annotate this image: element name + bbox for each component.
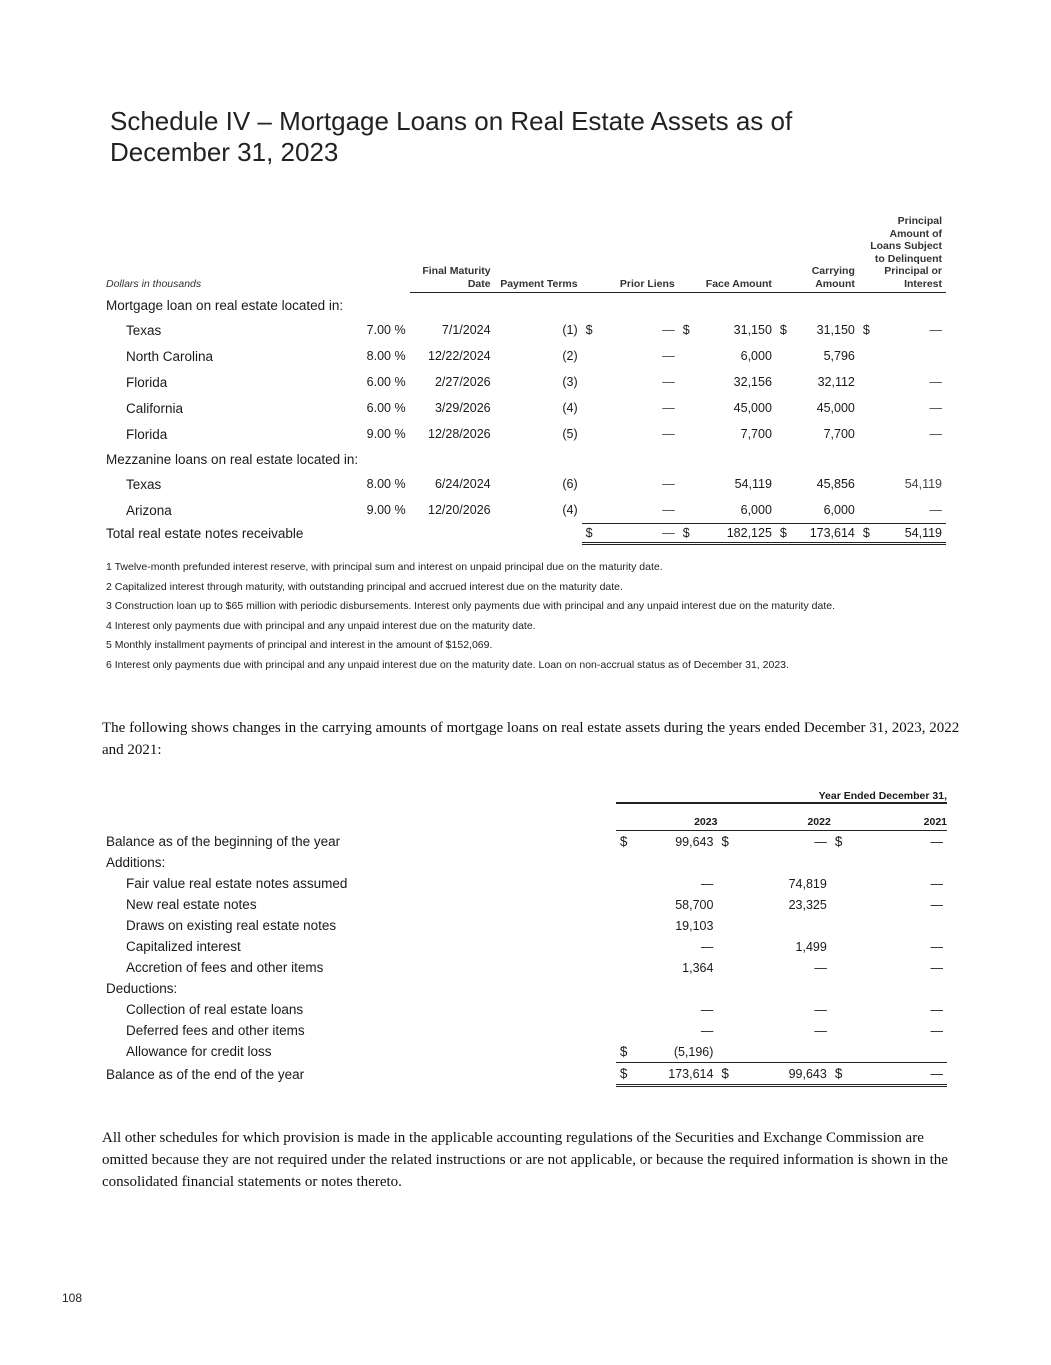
total-currency: $ bbox=[582, 524, 600, 544]
value-2021 bbox=[849, 852, 947, 873]
final-maturity-date: 12/20/2026 bbox=[428, 503, 491, 518]
final-maturity-date: 2/27/2026 bbox=[434, 375, 491, 389]
loan-location: Florida bbox=[126, 374, 168, 390]
currency-symbol: $ bbox=[682, 323, 690, 337]
currency-symbol: $ bbox=[779, 323, 787, 337]
value-2022: — bbox=[814, 1002, 827, 1017]
currency-symbol: $ bbox=[619, 834, 628, 849]
principal-delinquent bbox=[877, 343, 946, 369]
currency-symbol: $ bbox=[831, 1063, 849, 1086]
currency-symbol bbox=[776, 343, 794, 369]
currency-symbol bbox=[717, 978, 735, 999]
row-label: Deferred fees and other items bbox=[126, 1023, 305, 1038]
face-amount: 31,150 bbox=[733, 323, 772, 337]
interest-rate: 6.00 % bbox=[366, 375, 406, 389]
header-payment-terms: Payment Terms bbox=[495, 215, 582, 293]
value-2023: — bbox=[700, 939, 714, 954]
prior-liens: — bbox=[662, 477, 675, 491]
total-currency: $ bbox=[776, 524, 794, 544]
currency-symbol bbox=[831, 957, 849, 978]
currency-symbol bbox=[679, 395, 697, 421]
changes-row bbox=[106, 999, 947, 1020]
value-2021: — bbox=[930, 876, 943, 891]
value-2022 bbox=[735, 852, 830, 873]
currency-symbol bbox=[582, 471, 600, 497]
loan-row bbox=[106, 317, 946, 343]
row-label: Additions: bbox=[106, 855, 166, 870]
currency-symbol bbox=[831, 1041, 849, 1063]
value-2021: — bbox=[930, 1023, 943, 1038]
prior-liens: — bbox=[662, 323, 675, 337]
changes-row bbox=[106, 978, 947, 999]
principal-delinquent: — bbox=[929, 503, 942, 517]
changes-row bbox=[106, 852, 947, 873]
section-mortgage-loans: Mortgage loan on real estate located in: bbox=[106, 297, 344, 313]
face-amount: 54,119 bbox=[734, 477, 772, 491]
value-2022: — bbox=[814, 960, 827, 975]
prior-liens: — bbox=[662, 401, 675, 415]
value-2021: — bbox=[930, 1002, 943, 1017]
currency-symbol bbox=[717, 1041, 735, 1063]
carrying-amount: 7,700 bbox=[823, 427, 855, 441]
currency-symbol bbox=[717, 894, 735, 915]
year-2022-header: 2022 bbox=[717, 803, 830, 831]
value-2023: 173,614 bbox=[634, 1063, 718, 1086]
prior-liens: — bbox=[662, 503, 675, 517]
currency-symbol bbox=[616, 999, 634, 1020]
changes-table bbox=[106, 786, 947, 1087]
changes-row bbox=[106, 1041, 947, 1063]
value-2022 bbox=[735, 915, 830, 936]
prior-liens: — bbox=[662, 427, 675, 441]
row-label: Accretion of fees and other items bbox=[126, 960, 324, 975]
changes-row bbox=[106, 873, 947, 894]
value-2022: — bbox=[814, 1023, 827, 1038]
currency-symbol: $ bbox=[834, 834, 843, 849]
currency-symbol bbox=[776, 421, 794, 447]
currency-symbol bbox=[831, 1020, 849, 1041]
value-2021 bbox=[849, 1041, 947, 1063]
value-2023: — bbox=[700, 1023, 714, 1038]
currency-symbol bbox=[831, 999, 849, 1020]
principal-delinquent: — bbox=[929, 375, 942, 389]
currency-symbol bbox=[776, 369, 794, 395]
loan-location: Arizona bbox=[126, 502, 172, 518]
currency-symbol bbox=[831, 978, 849, 999]
currency-symbol bbox=[776, 471, 794, 497]
payment-terms: (4) bbox=[562, 401, 578, 415]
currency-symbol bbox=[717, 873, 735, 894]
carrying-amount: 31,150 bbox=[816, 323, 855, 337]
total-principal-delinquent: 54,119 bbox=[877, 524, 946, 544]
currency-symbol: $ bbox=[862, 323, 870, 337]
value-2023: — bbox=[700, 1002, 714, 1017]
value-2022: — bbox=[814, 834, 827, 849]
header-carrying-amount: Carrying Amount bbox=[776, 215, 859, 293]
currency-symbol bbox=[776, 395, 794, 421]
currency-symbol: $ bbox=[616, 1063, 634, 1086]
payment-terms: (3) bbox=[562, 375, 578, 389]
currency-symbol bbox=[859, 369, 877, 395]
currency-symbol bbox=[859, 421, 877, 447]
value-2022: 1,499 bbox=[795, 939, 827, 954]
header-face-amount: Face Amount bbox=[679, 215, 776, 293]
row-label: Draws on existing real estate notes bbox=[126, 918, 337, 933]
currency-symbol bbox=[679, 421, 697, 447]
changes-row bbox=[106, 957, 947, 978]
payment-terms: (2) bbox=[562, 349, 578, 363]
value-2022: 99,643 bbox=[735, 1063, 830, 1086]
face-amount: 45,000 bbox=[733, 401, 772, 415]
value-2021: — bbox=[930, 897, 943, 912]
value-2023 bbox=[634, 978, 718, 999]
value-2023: 1,364 bbox=[682, 960, 714, 975]
face-amount: 6,000 bbox=[740, 503, 772, 517]
final-maturity-date: 12/28/2026 bbox=[428, 427, 491, 441]
currency-symbol bbox=[679, 497, 697, 524]
value-2021: — bbox=[930, 960, 943, 975]
loan-location: Texas bbox=[126, 322, 162, 338]
footnote: 4 Interest only payments due with principal and any unpaid interest due on the maturity date. bbox=[106, 619, 536, 632]
carrying-amount: 32,112 bbox=[817, 375, 855, 389]
currency-symbol bbox=[679, 343, 697, 369]
final-maturity-date: 12/22/2024 bbox=[428, 349, 491, 363]
units-label: Dollars in thousands bbox=[106, 278, 202, 290]
interest-rate: 8.00 % bbox=[366, 477, 406, 491]
loan-row bbox=[106, 497, 946, 524]
value-2021: — bbox=[849, 1063, 947, 1086]
year-header-row bbox=[106, 803, 947, 831]
changes-row bbox=[106, 915, 947, 936]
currency-symbol bbox=[616, 915, 634, 936]
currency-symbol bbox=[679, 369, 697, 395]
face-amount: 7,700 bbox=[740, 427, 772, 441]
carrying-amount: 45,856 bbox=[816, 477, 855, 491]
currency-symbol bbox=[582, 343, 600, 369]
currency-symbol bbox=[859, 471, 877, 497]
page-title: Schedule IV – Mortgage Loans on Real Estate Assets as of December 31, 2023 bbox=[110, 106, 793, 167]
currency-symbol bbox=[717, 999, 735, 1020]
loan-location: North Carolina bbox=[126, 348, 214, 364]
currency-symbol bbox=[831, 894, 849, 915]
carrying-amount: 6,000 bbox=[823, 503, 855, 517]
header-prior-liens: Prior Liens bbox=[582, 215, 679, 293]
currency-symbol: $ bbox=[619, 1044, 628, 1059]
footnote: 6 Interest only payments due with principal and any unpaid interest due on the maturity date. Loan on non-accrual status as of December 31, 2023. bbox=[106, 658, 789, 671]
currency-symbol bbox=[831, 936, 849, 957]
row-label: Fair value real estate notes assumed bbox=[126, 876, 348, 891]
currency-symbol bbox=[717, 957, 735, 978]
interest-rate: 9.00 % bbox=[366, 427, 406, 441]
loan-row bbox=[106, 369, 946, 395]
payment-terms: (1) bbox=[562, 323, 578, 337]
currency-symbol bbox=[679, 471, 697, 497]
total-face-amount: 182,125 bbox=[697, 524, 776, 544]
changes-row bbox=[106, 936, 947, 957]
value-2021: — bbox=[930, 939, 943, 954]
row-label: Collection of real estate loans bbox=[126, 1002, 304, 1017]
currency-symbol bbox=[831, 915, 849, 936]
currency-symbol bbox=[717, 936, 735, 957]
loan-row bbox=[106, 343, 946, 369]
prior-liens: — bbox=[662, 375, 675, 389]
schedule-header-row bbox=[106, 215, 946, 293]
total-carrying-amount: 173,614 bbox=[794, 524, 859, 544]
currency-symbol bbox=[582, 497, 600, 524]
year-2021-header: 2021 bbox=[831, 803, 947, 831]
total-currency: $ bbox=[859, 524, 877, 544]
currency-symbol bbox=[717, 1020, 735, 1041]
loan-location: Texas bbox=[126, 476, 162, 492]
currency-symbol bbox=[616, 894, 634, 915]
currency-symbol: $ bbox=[717, 1063, 735, 1086]
currency-symbol bbox=[717, 915, 735, 936]
row-label: Balance as of the end of the year bbox=[106, 1066, 305, 1082]
currency-symbol bbox=[717, 852, 735, 873]
currency-symbol: $ bbox=[721, 834, 729, 849]
interest-rate: 9.00 % bbox=[366, 503, 406, 518]
currency-symbol bbox=[616, 957, 634, 978]
loan-location: California bbox=[126, 400, 184, 416]
currency-symbol bbox=[616, 936, 634, 957]
loan-row bbox=[106, 421, 946, 447]
currency-symbol bbox=[776, 497, 794, 524]
currency-symbol bbox=[582, 395, 600, 421]
interest-rate: 7.00 % bbox=[366, 323, 406, 337]
footnote: 1 Twelve-month prefunded interest reserve, with principal sum and interest on unpaid principal due on the maturity date. bbox=[106, 561, 663, 573]
intro-paragraph: The following shows changes in the carrying amounts of mortgage loans on real estate assets during the years ended December 31, 2023, 2022 and 2021: bbox=[102, 720, 960, 758]
footnotes bbox=[106, 561, 946, 678]
value-2022 bbox=[735, 978, 830, 999]
changes-row bbox=[106, 1020, 947, 1041]
principal-delinquent: 54,119 bbox=[904, 477, 942, 491]
currency-symbol bbox=[616, 978, 634, 999]
final-maturity-date: 7/1/2024 bbox=[441, 323, 491, 337]
year-2023-header: 2023 bbox=[616, 803, 718, 831]
value-2023 bbox=[634, 852, 718, 873]
total-prior-liens: — bbox=[600, 524, 679, 544]
currency-symbol bbox=[859, 497, 877, 524]
payment-terms: (5) bbox=[562, 427, 578, 441]
row-label: New real estate notes bbox=[126, 897, 257, 912]
currency-symbol bbox=[831, 873, 849, 894]
value-2023: 99,643 bbox=[675, 834, 714, 849]
principal-delinquent: — bbox=[929, 427, 942, 441]
value-2023: 19,103 bbox=[675, 918, 714, 933]
currency-symbol bbox=[831, 852, 849, 873]
header-principal-delinquent: Principal Amount of Loans Subject to Delinquent Principal or Interest bbox=[859, 215, 946, 293]
value-2021 bbox=[849, 915, 947, 936]
currency-symbol bbox=[582, 421, 600, 447]
row-label: Allowance for credit loss bbox=[126, 1044, 272, 1060]
payment-terms: (6) bbox=[562, 477, 578, 491]
footnote: 5 Monthly installment payments of principal and interest in the amount of $152,069. bbox=[106, 639, 493, 651]
face-amount: 32,156 bbox=[733, 375, 772, 389]
interest-rate: 6.00 % bbox=[366, 401, 406, 415]
total-label: Total real estate notes receivable bbox=[106, 526, 304, 541]
currency-symbol bbox=[859, 395, 877, 421]
payment-terms: (4) bbox=[562, 503, 578, 518]
final-maturity-date: 3/29/2026 bbox=[434, 401, 491, 415]
changes-row bbox=[106, 894, 947, 915]
loan-row bbox=[106, 471, 946, 497]
row-label: Balance as of the beginning of the year bbox=[106, 833, 341, 849]
currency-symbol bbox=[616, 1020, 634, 1041]
value-2022 bbox=[735, 1041, 830, 1063]
footnote: 3 Construction loan up to $65 million with periodic disbursements. Interest only payments due with principal and any unpaid interest due on the maturity date. bbox=[106, 600, 835, 612]
loan-location: Florida bbox=[126, 426, 168, 442]
value-2022: 74,819 bbox=[788, 876, 827, 891]
final-maturity-date: 6/24/2024 bbox=[434, 477, 491, 491]
row-label: Deductions: bbox=[106, 981, 178, 996]
interest-rate: 8.00 % bbox=[366, 349, 406, 363]
carrying-amount: 5,796 bbox=[823, 349, 855, 363]
period-header: Year Ended December 31, bbox=[616, 786, 947, 803]
total-currency: $ bbox=[679, 524, 697, 544]
value-2022: 23,325 bbox=[788, 897, 827, 912]
currency-symbol bbox=[582, 369, 600, 395]
total-row bbox=[106, 524, 946, 544]
loan-row bbox=[106, 395, 946, 421]
closing-paragraph: All other schedules for which provision is made in the applicable accounting regulations of the Securities and Exchange Commission are omitted because they are not required under the related instructions or are not applicable, or because the required information is shown in the consolidated financial statements or notes thereto. bbox=[102, 1130, 948, 1190]
header-final-maturity: Final Maturity Date bbox=[410, 215, 495, 293]
row-label: Capitalized interest bbox=[126, 939, 241, 954]
value-2023: (5,196) bbox=[673, 1044, 714, 1059]
section-mezzanine-loans: Mezzanine loans on real estate located in: bbox=[106, 451, 359, 467]
principal-delinquent: — bbox=[929, 323, 942, 337]
changes-row bbox=[106, 831, 947, 853]
currency-symbol bbox=[616, 852, 634, 873]
page-number: 108 bbox=[62, 1291, 83, 1305]
value-2021 bbox=[849, 978, 947, 999]
prior-liens: — bbox=[662, 349, 675, 363]
currency-symbol: $ bbox=[585, 323, 593, 337]
period-header-row bbox=[106, 786, 947, 803]
face-amount: 6,000 bbox=[740, 349, 772, 363]
mortgage-schedule-table bbox=[106, 215, 946, 545]
changes-row bbox=[106, 1063, 947, 1086]
principal-delinquent: — bbox=[929, 401, 942, 415]
currency-symbol bbox=[859, 343, 877, 369]
carrying-amount: 45,000 bbox=[816, 401, 855, 415]
value-2021: — bbox=[930, 834, 943, 849]
value-2023: — bbox=[700, 876, 714, 891]
value-2023: 58,700 bbox=[675, 897, 714, 912]
currency-symbol bbox=[616, 873, 634, 894]
footnote: 2 Capitalized interest through maturity, with outstanding principal and accrued interest due on the maturity date. bbox=[106, 580, 623, 593]
